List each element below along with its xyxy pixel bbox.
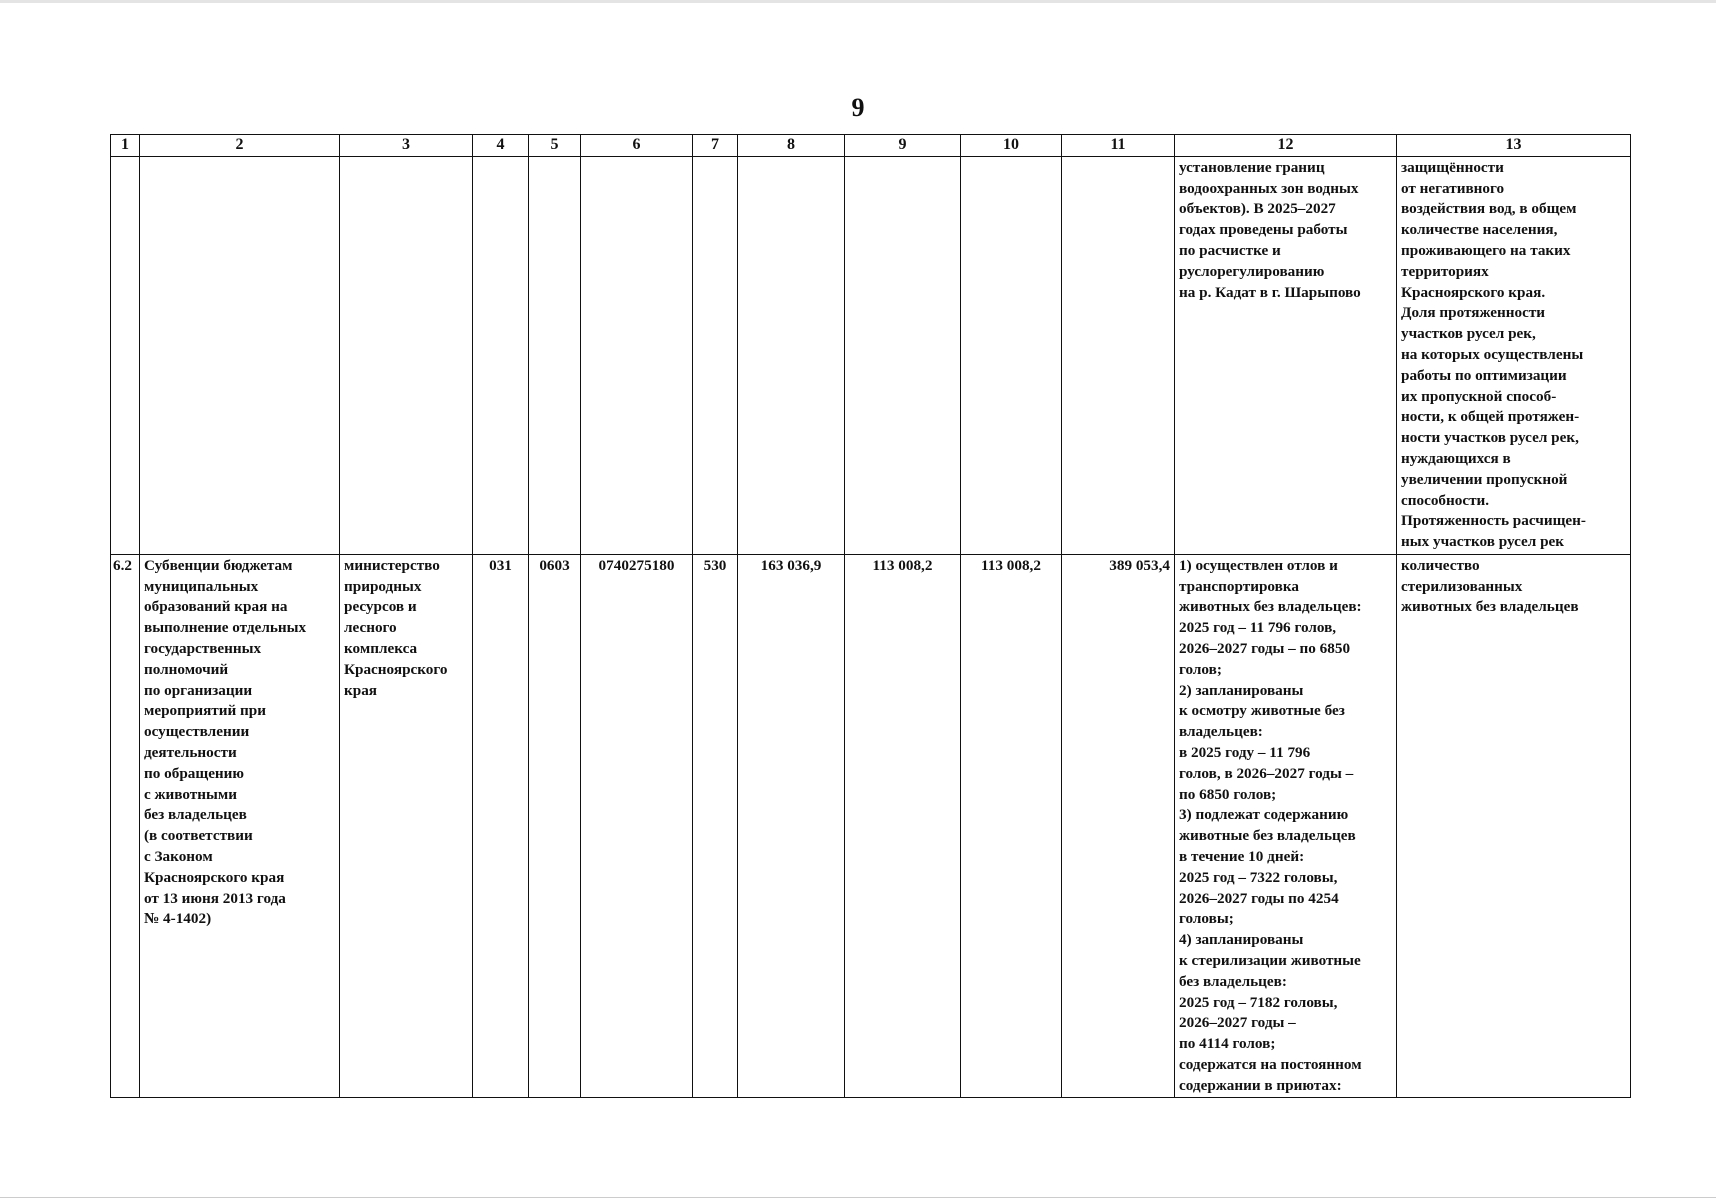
table-row-6-2 bbox=[111, 554, 1631, 1097]
empty-cell bbox=[845, 156, 961, 554]
column-header: 6 bbox=[581, 135, 693, 157]
column-header: 13 bbox=[1397, 135, 1631, 157]
table-row-continuation bbox=[111, 156, 1631, 554]
empty-cell bbox=[340, 156, 473, 554]
empty-cell bbox=[961, 156, 1062, 554]
measure-name-cell: Субвенции бюджетам муниципальных образований края на выполнение отдельных государственных полномочий по организации мероприятий при осуществлении деятельности по обращению с животными без владельцев (в соответствии с Законом Красноярского края от 13 июня 2013 года № 4-1402) bbox=[140, 554, 340, 1097]
column-header: 5 bbox=[529, 135, 581, 157]
amount-2026-cell: 113 008,2 bbox=[845, 554, 961, 1097]
row-number-cell: 6.2 bbox=[111, 554, 140, 1097]
column-header: 8 bbox=[738, 135, 845, 157]
column-header: 11 bbox=[1062, 135, 1175, 157]
indicators-text-cell: количество стерилизованных животных без владельцев bbox=[1397, 554, 1631, 1097]
column-header: 3 bbox=[340, 135, 473, 157]
empty-cell bbox=[473, 156, 529, 554]
column-number-row bbox=[111, 135, 1631, 157]
column-header: 10 bbox=[961, 135, 1062, 157]
column-header: 4 bbox=[473, 135, 529, 157]
section-code-cell: 0603 bbox=[529, 554, 581, 1097]
budget-table bbox=[110, 134, 1631, 1098]
administrator-cell: министерство природных ресурсов и лесного комплекса Красноярского края bbox=[340, 554, 473, 1097]
results-text-cell: 1) осуществлен отлов и транспортировка животных без владельцев: 2025 год – 11 796 голов, 2026–2027 годы – по 6850 голов; 2) запланированы к осмотру животные без владельцев: в 2025 году – 11 796 голов, в 2026–2027 годы – по 6850 голов; 3) подлежат содержанию животные без владельцев в течение 10 дней: 2025 год – 7322 головы, 2026–2027 годы по 4254 головы; 4) запланированы к стерилизации животные без владельцев: 2025 год – 7182 головы, 2026–2027 годы – по 4114 голов; содержатся на постоянном содержании в приютах: bbox=[1175, 554, 1397, 1097]
empty-cell bbox=[529, 156, 581, 554]
page-bottom-edge bbox=[0, 1197, 1716, 1198]
column-header: 2 bbox=[140, 135, 340, 157]
empty-cell bbox=[111, 156, 140, 554]
empty-cell bbox=[693, 156, 738, 554]
amount-2025-cell: 163 036,9 bbox=[738, 554, 845, 1097]
amount-total-cell: 389 053,4 bbox=[1062, 554, 1175, 1097]
column-header: 7 bbox=[693, 135, 738, 157]
results-text-cell: установление границ водоохранных зон водных объектов). В 2025–2027 годах проведены работы по расчистке и руслорегулированию на р. Кадат в г. Шарыпово bbox=[1175, 156, 1397, 554]
column-header: 12 bbox=[1175, 135, 1397, 157]
empty-cell bbox=[581, 156, 693, 554]
page-top-edge bbox=[0, 0, 1716, 3]
empty-cell bbox=[1062, 156, 1175, 554]
amount-2027-cell: 113 008,2 bbox=[961, 554, 1062, 1097]
expense-type-cell: 530 bbox=[693, 554, 738, 1097]
empty-cell bbox=[140, 156, 340, 554]
column-header: 1 bbox=[111, 135, 140, 157]
column-header: 9 bbox=[845, 135, 961, 157]
empty-cell bbox=[738, 156, 845, 554]
grbs-code-cell: 031 bbox=[473, 554, 529, 1097]
page-number: 9 bbox=[851, 93, 865, 122]
indicators-text-cell: защищённости от негативного воздействия вод, в общем количестве населения, проживающего на таких территориях Красноярского края. Доля протяженности участков русел рек, на которых осуществлены работы по оптимизации их пропускной способ- ности, к общей протяжен- ности участков русел рек, нуждающихся в увеличении пропускной способности. Протяженность расчищен- ных участков русел рек bbox=[1397, 156, 1631, 554]
target-article-cell: 0740275180 bbox=[581, 554, 693, 1097]
